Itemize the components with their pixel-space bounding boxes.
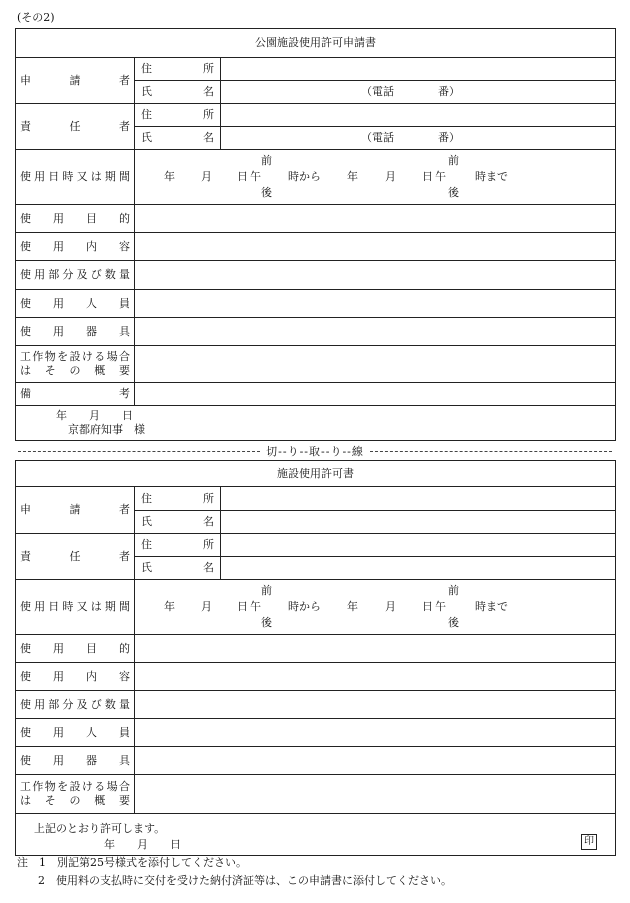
permit-applicant-label: 申 請 者 [16,487,135,534]
permit-content-field[interactable] [135,663,616,691]
permit-date: 年 月 日 [104,838,181,851]
permit-responsible-name-label: 氏 名 [135,557,221,580]
purpose-field[interactable] [135,205,616,233]
permit-structure-label-line1: 工作物を設ける場合 [20,780,130,793]
cut-line-left-dash [18,451,260,452]
applicant-address-label: 住 所 [135,58,221,81]
remarks-field[interactable] [135,383,616,406]
applicant-name-field[interactable] [221,81,616,104]
cut-line-text: 切--り--取--り--線 [266,445,364,458]
parts-label: 使用部分及び数量 [16,261,135,290]
permit-period-end-mae: 前 [448,584,459,597]
application-title: 公園施設使用許可申請書 [16,29,616,58]
application-date-block [16,406,616,441]
period-start-year: 年 [164,170,175,183]
permit-responsible-address-label: 住 所 [135,534,221,557]
remarks-label: 備 考 [16,383,135,406]
period-start-ato: 後 [261,186,272,199]
content-label: 使 用 内 容 [16,233,135,261]
permit-statement-block [16,814,616,856]
permit-parts-label: 使用部分及び数量 [16,691,135,719]
permit-period-start-month: 月 [201,600,212,613]
period-end-mae: 前 [448,154,459,167]
permit-period-start-from: 時から [288,600,321,613]
applicant-label: 申 請 者 [16,58,135,104]
notes [17,854,452,890]
structure-label-line1: 工作物を設ける場合 [20,350,130,363]
permit-purpose-field[interactable] [135,635,616,663]
responsible-name-field[interactable] [221,127,616,150]
permit-applicant-name-label: 氏 名 [135,511,221,534]
period-start-mae: 前 [261,154,272,167]
purpose-label: 使 用 目 的 [16,205,135,233]
period-label: 使用日時又は期間 [16,150,135,205]
permit-period-end-day: 日 [422,600,433,613]
permit-structure-label-line2: は そ の 概 要 [20,794,130,807]
permit-applicant-name-field[interactable] [221,511,616,534]
permit-parts-field[interactable] [135,691,616,719]
period-end-day: 日 [422,170,433,183]
persons-field[interactable] [135,290,616,318]
period-end-gogo: 午 [435,170,446,183]
applicant-address-field[interactable] [221,58,616,81]
period-end-to: 時まで [475,170,508,183]
equipment-field[interactable] [135,318,616,346]
permit-period-end-to: 時まで [475,600,508,613]
application-form [15,28,616,441]
permit-persons-label: 使 用 人 員 [16,719,135,747]
addressee: 京都府知事 様 [68,423,145,436]
parts-field[interactable] [135,261,616,290]
permit-period-start-gogo: 午 [250,600,261,613]
responsible-address-label: 住 所 [135,104,221,127]
responsible-telephone: （電話 番） [361,131,460,144]
permit-period-end-gogo: 午 [435,600,446,613]
permit-responsible-name-field[interactable] [221,557,616,580]
cut-line-right-dash [370,451,612,452]
permit-period-end-ato: 後 [448,616,459,629]
applicant-name-label: 氏 名 [135,81,221,104]
permit-title: 施設使用許可書 [16,461,616,487]
responsible-address-field[interactable] [221,104,616,127]
cut-line [18,444,612,458]
applicant-telephone: （電話 番） [361,85,460,98]
page-label: (その2) [17,11,55,24]
permit-persons-field[interactable] [135,719,616,747]
note-2: 2 使用料の支払時に交付を受けた納付済証等は、この申請書に添付してください。 [38,874,452,887]
permit-structure-field[interactable] [135,775,616,814]
permit-form [15,460,616,856]
period-field[interactable] [135,150,616,205]
permit-period-start-day: 日 [237,600,248,613]
application-date: 年 月 日 [56,409,133,422]
permit-period-end-year: 年 [347,600,358,613]
permit-applicant-address-label: 住 所 [135,487,221,511]
permit-applicant-address-field[interactable] [221,487,616,511]
structure-label [16,346,135,383]
period-end-year: 年 [347,170,358,183]
responsible-label: 責 任 者 [16,104,135,150]
responsible-name-label: 氏 名 [135,127,221,150]
permit-content-label: 使 用 内 容 [16,663,135,691]
period-start-from: 時から [288,170,321,183]
permit-period-label: 使用日時又は期間 [16,580,135,635]
permit-statement: 上記のとおり許可します。 [34,822,166,835]
content-field[interactable] [135,233,616,261]
period-end-month: 月 [385,170,396,183]
permit-period-start-year: 年 [164,600,175,613]
seal-mark: 印 [581,834,597,850]
note-1: 注 1 別記第25号様式を添付してください。 [17,856,247,869]
permit-period-start-mae: 前 [261,584,272,597]
period-start-month: 月 [201,170,212,183]
permit-period-field[interactable] [135,580,616,635]
persons-label: 使 用 人 員 [16,290,135,318]
structure-field[interactable] [135,346,616,383]
period-start-day: 日 [237,170,248,183]
permit-responsible-address-field[interactable] [221,534,616,557]
period-start-gogo: 午 [250,170,261,183]
permit-equipment-label: 使 用 器 具 [16,747,135,775]
permit-period-end-month: 月 [385,600,396,613]
permit-purpose-label: 使 用 目 的 [16,635,135,663]
permit-period-start-ato: 後 [261,616,272,629]
period-end-ato: 後 [448,186,459,199]
permit-structure-label [16,775,135,814]
permit-responsible-label: 責 任 者 [16,534,135,580]
structure-label-line2: は そ の 概 要 [20,364,130,377]
permit-equipment-field[interactable] [135,747,616,775]
equipment-label: 使 用 器 具 [16,318,135,346]
